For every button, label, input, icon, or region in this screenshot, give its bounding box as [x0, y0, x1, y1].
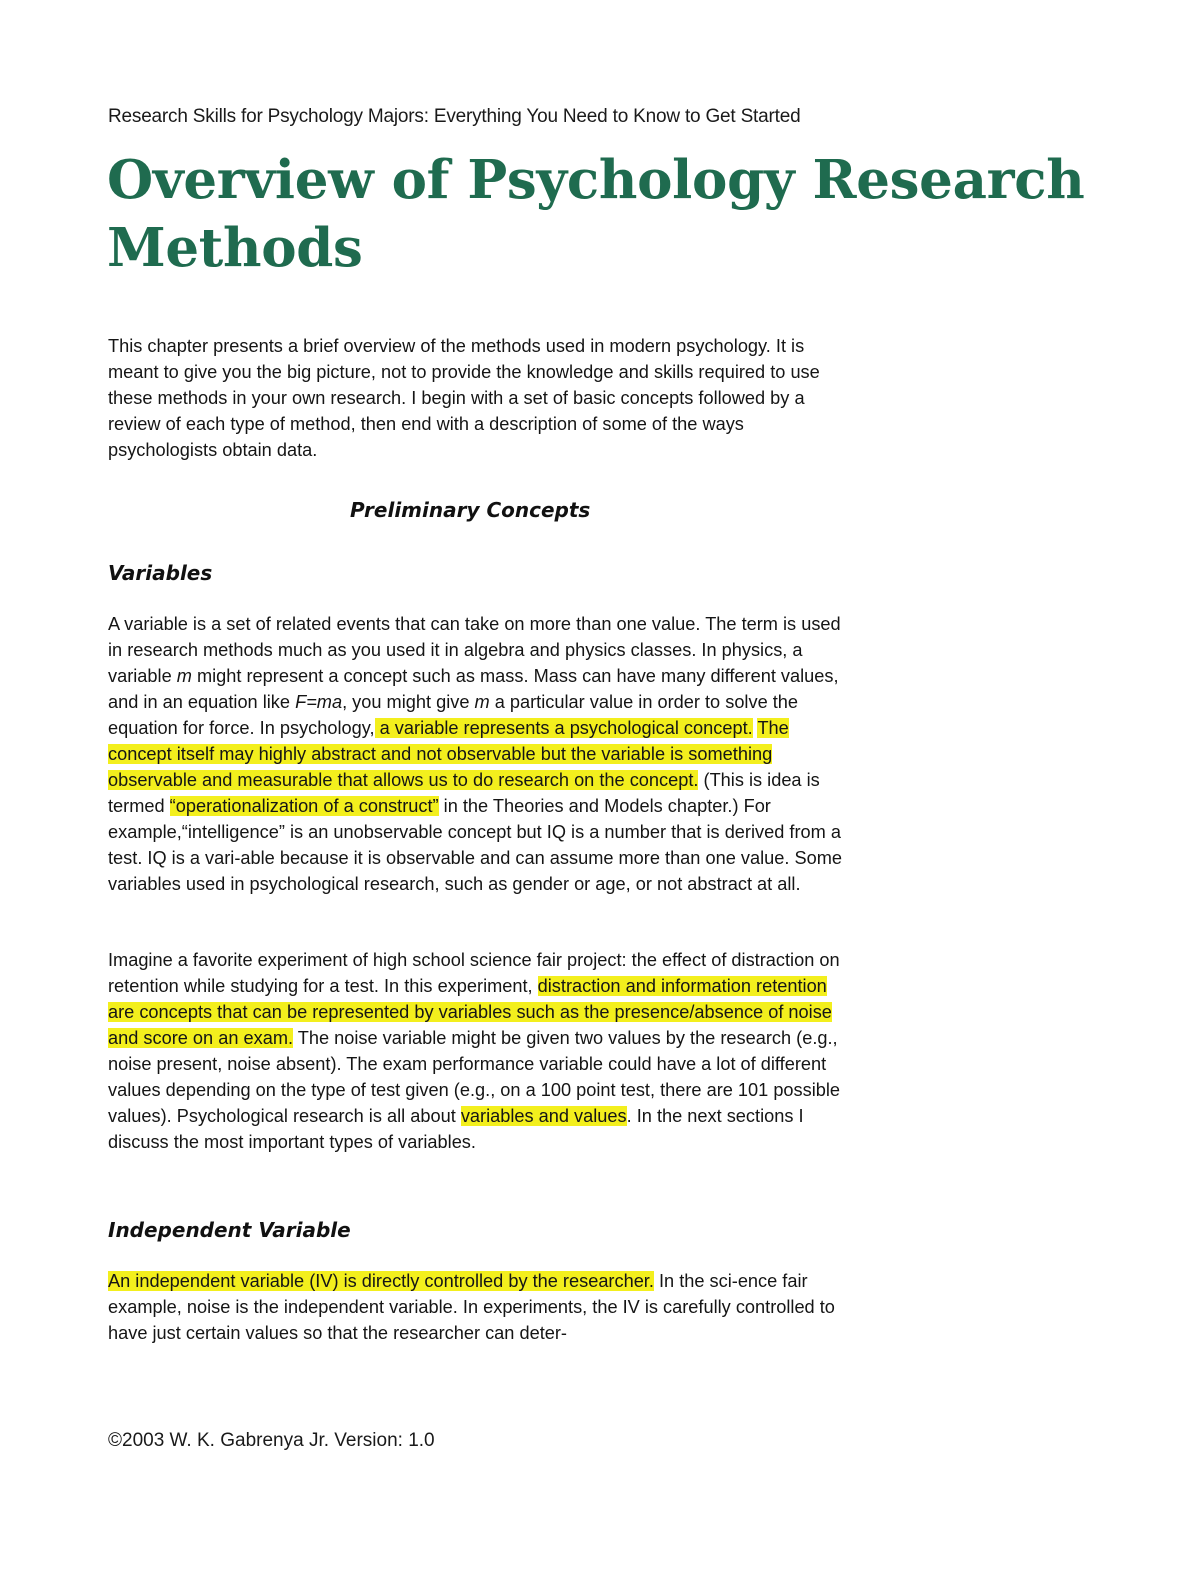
text-run: . In the next sections I discuss the most important types of variables.	[108, 1106, 804, 1152]
highlighted-text: An independent variable (IV) is directly controlled by the researcher.	[108, 1271, 654, 1291]
variables-paragraph-2	[108, 947, 846, 1155]
heading-variables: Variables	[108, 561, 213, 585]
text-run: In the sci-ence fair example, noise is the independent variable. In experiments, the IV is carefully controlled to have just certain values so that the researcher can deter-	[108, 1271, 835, 1343]
heading-preliminary-concepts: Preliminary Concepts	[350, 498, 591, 522]
text-run-italic: m	[176, 666, 192, 686]
text-run: Imagine a favorite experiment of high school science fair project: the effect of distraction on retention while studying for a test. In this experiment,	[108, 950, 840, 996]
independent-paragraph-1	[108, 1268, 846, 1346]
page-title-line-1: Overview of Psychology Research	[107, 149, 1085, 211]
text-run: in the Theories and Models chapter.) For example,“intelligence” is an unobservable concept but IQ is a number that is derived from a test. IQ is a vari-able because it is observable and can assume more than one value. Some variables used in psychological research, such as gender or age, or not abstract at all.	[108, 796, 842, 894]
text-run: A variable is a set of related events that can take on more than one value. The term is used in research methods much as you used it in algebra and physics classes. In physics, a variable	[108, 614, 841, 686]
page-title	[107, 146, 1127, 282]
page-title-line-2: Methods	[107, 217, 363, 279]
text-run: might represent a concept such as mass. Mass can have many different values, and in an equation like	[108, 666, 839, 712]
heading-independent-variable: Independent Variable	[108, 1218, 351, 1242]
highlighted-text: variables and values	[460, 1106, 627, 1126]
highlighted-text: “operationalization of a construct”	[169, 796, 439, 816]
copyright-footer: ©2003 W. K. Gabrenya Jr. Version: 1.0	[108, 1430, 435, 1451]
variables-paragraph-1	[108, 611, 846, 897]
text-run: (This is idea is termed	[108, 770, 820, 816]
text-run: a particular value in order to solve the equation for force. In psychology,	[108, 692, 799, 738]
text-run: , you might give	[342, 692, 475, 712]
text-run-italic: m	[474, 692, 490, 712]
intro-paragraph: This chapter presents a brief overview of the methods used in modern psychology. It is meant to give you the big picture, not to provide the knowledge and skills required to use these methods in your own research. I begin with a set of basic concepts followed by a review of each type of method, then end with a description of some of the ways psychologists obtain data.	[108, 336, 820, 460]
running-header: Research Skills for Psychology Majors: Everything You Need to Know to Get Started	[108, 106, 801, 127]
text-run: The noise variable might be given two values by the research (e.g., noise present, noise absent). The exam performance variable could have a lot of different values depending on the type of test given (e.g., on a 100 point test, there are 101 possible values). Psychological research is all about	[108, 1028, 841, 1126]
highlighted-text: a variable represents a psychological concept.	[374, 718, 753, 738]
text-run-italic: F=ma	[295, 692, 343, 712]
highlighted-text: The concept itself may highly abstract and not observable but the variable is something observable and measurable that allows us to do research on the concept.	[108, 718, 789, 790]
highlighted-text: distraction and information retention are concepts that can be represented by variables such as the presence/absence of noise and score on an exam.	[108, 976, 832, 1048]
